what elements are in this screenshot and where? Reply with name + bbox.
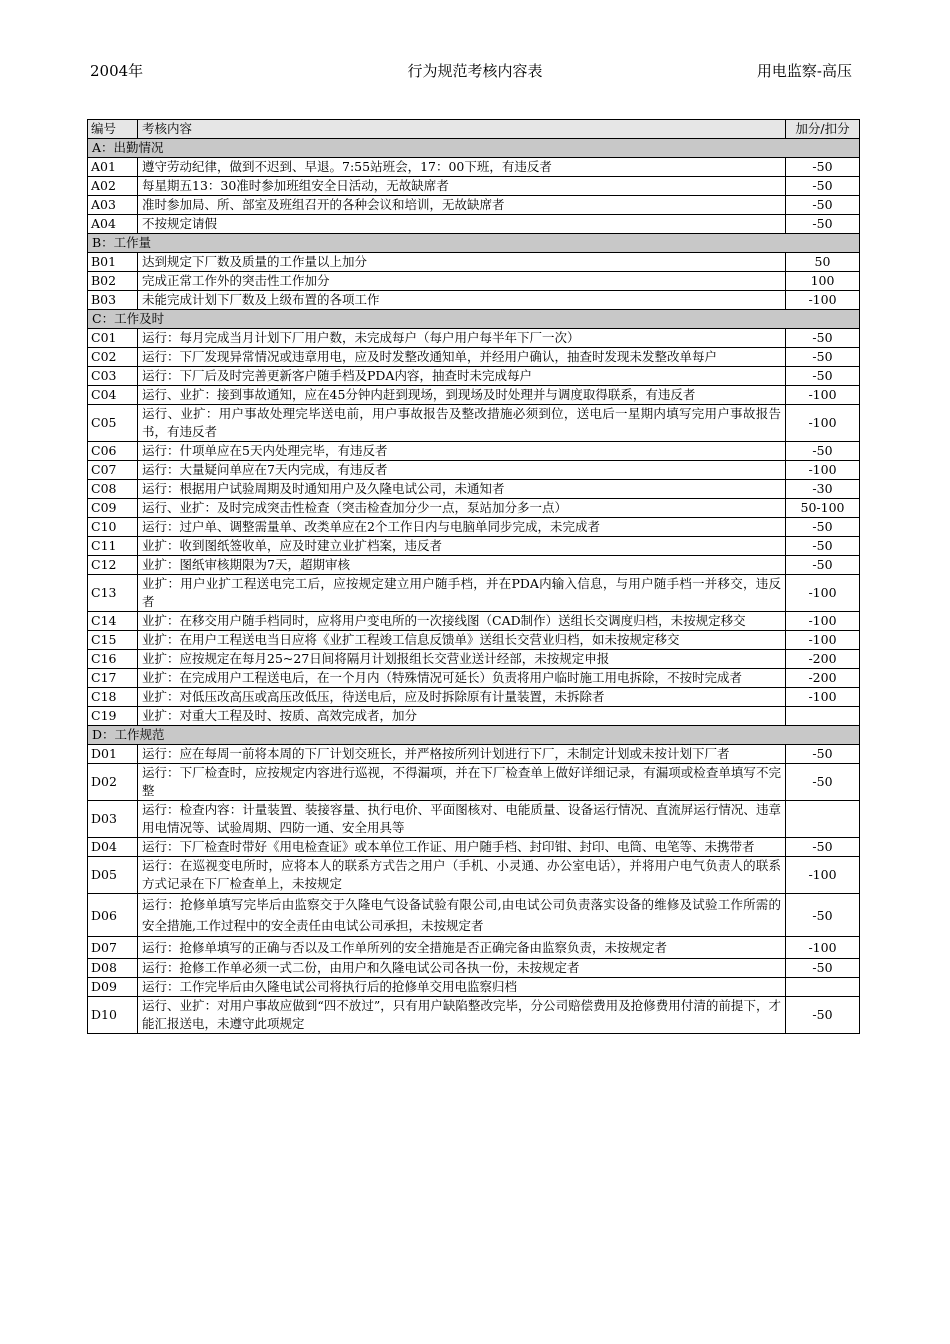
table-row (88, 978, 860, 997)
section-row (88, 234, 860, 253)
row-code: B01 (88, 253, 138, 272)
table-row (88, 745, 860, 764)
row-code: C19 (88, 707, 138, 726)
row-score (786, 978, 860, 997)
row-content: 运行：下厂发现异常情况或违章用电，应及时发整改通知单，并经用户确认，抽查时发现未发整改单每户 (138, 348, 786, 367)
section-title: A：出勤情况 (88, 139, 860, 158)
row-content: 业扩：应按规定在每月25~27日间将隔月计划报组长交营业送计经部，未按规定申报 (138, 650, 786, 669)
row-content: 遵守劳动纪律，做到不迟到、早退。7:55站班会，17：00下班，有违反者 (138, 158, 786, 177)
table-row (88, 556, 860, 575)
table-row (88, 688, 860, 707)
row-score: -50 (786, 367, 860, 386)
section-title: C：工作及时 (88, 310, 860, 329)
row-score: -50 (786, 177, 860, 196)
row-code: C16 (88, 650, 138, 669)
row-code: D08 (88, 959, 138, 978)
row-score: -50 (786, 838, 860, 857)
row-content: 运行、业扩：及时完成突击性检查（突击检查加分少一点，泵站加分多一点） (138, 499, 786, 518)
row-code: C14 (88, 612, 138, 631)
row-code: A03 (88, 196, 138, 215)
table-row (88, 215, 860, 234)
row-score: -50 (786, 442, 860, 461)
row-content: 业扩：在用户工程送电当日应将《业扩工程竣工信息反馈单》送组长交营业归档，如未按规定移交 (138, 631, 786, 650)
row-score: -200 (786, 669, 860, 688)
row-score: -50 (786, 196, 860, 215)
table-row (88, 838, 860, 857)
column-header-code: 编号 (88, 120, 138, 139)
row-code: B03 (88, 291, 138, 310)
table-row (88, 442, 860, 461)
row-score: -100 (786, 937, 860, 959)
row-code: C08 (88, 480, 138, 499)
section-row (88, 726, 860, 745)
row-code: C18 (88, 688, 138, 707)
row-score: -100 (786, 461, 860, 480)
row-score: -100 (786, 688, 860, 707)
row-content: 业扩：对重大工程及时、按质、高效完成者，加分 (138, 707, 786, 726)
table-row (88, 650, 860, 669)
row-content: 业扩：在移交用户随手档同时，应将用户变电所的一次接线图（CAD制作）送组长交调度归档，未按规定移交 (138, 612, 786, 631)
row-content: 运行：大量疑问单应在7天内完成，有违反者 (138, 461, 786, 480)
row-score (786, 801, 860, 838)
table-row (88, 177, 860, 196)
row-score: -100 (786, 857, 860, 894)
column-header-content: 考核内容 (138, 120, 786, 139)
table-row (88, 959, 860, 978)
row-score: -50 (786, 997, 860, 1034)
row-content: 业扩：用户业扩工程送电完工后，应按规定建立用户随手档，并在PDA内输入信息，与用户随手档一并移交，违反者 (138, 575, 786, 612)
table-row (88, 669, 860, 688)
row-content: 运行、业扩：对用户事故应做到“四不放过”，只有用户缺陷整改完毕，分公司赔偿费用及抢修费用付清的前提下，才能汇报送电，未遵守此项规定 (138, 997, 786, 1034)
row-content: 运行：在巡视变电所时，应将本人的联系方式告之用户（手机、小灵通、办公室电话），并将用户电气负责人的联系方式记录在下厂检查单上，未按规定 (138, 857, 786, 894)
table-row (88, 937, 860, 959)
row-content: 运行：什项单应在5天内处理完毕，有违反者 (138, 442, 786, 461)
table-row (88, 997, 860, 1034)
row-score: -200 (786, 650, 860, 669)
row-content: 完成正常工作外的突击性工作加分 (138, 272, 786, 291)
table-row (88, 158, 860, 177)
row-content: 业扩：在完成用户工程送电后，在一个月内（特殊情况可延长）负责将用户临时施工用电拆除，不按时完成者 (138, 669, 786, 688)
row-code: D10 (88, 997, 138, 1034)
row-content: 运行：抢修单填写的正确与否以及工作单所列的安全措施是否正确完备由监察负责，未按规定者 (138, 937, 786, 959)
row-score: -50 (786, 348, 860, 367)
row-score: -50 (786, 537, 860, 556)
row-code: A04 (88, 215, 138, 234)
header-year: 2004年 (90, 62, 144, 80)
row-score: -50 (786, 329, 860, 348)
row-score: -50 (786, 158, 860, 177)
row-content: 未能完成计划下厂数及上级布置的各项工作 (138, 291, 786, 310)
table-row (88, 801, 860, 838)
table-row (88, 894, 860, 937)
row-code: C05 (88, 405, 138, 442)
row-content: 运行：抢修工作单必须一式二份，由用户和久隆电试公司各执一份，未按规定者 (138, 959, 786, 978)
row-code: C17 (88, 669, 138, 688)
row-score: -50 (786, 745, 860, 764)
table-row (88, 612, 860, 631)
row-content: 不按规定请假 (138, 215, 786, 234)
row-content: 运行、业扩：接到事故通知，应在45分钟内赶到现场，到现场及时处理并与调度取得联系，有违反者 (138, 386, 786, 405)
row-code: C07 (88, 461, 138, 480)
table-row (88, 253, 860, 272)
assessment-table (87, 119, 860, 1034)
row-score: -100 (786, 405, 860, 442)
section-row (88, 139, 860, 158)
section-row (88, 310, 860, 329)
row-content: 运行：过户单、调整需量单、改类单应在2个工作日内与电脑单同步完成，未完成者 (138, 518, 786, 537)
table-row (88, 518, 860, 537)
row-score: -100 (786, 631, 860, 650)
row-code: C11 (88, 537, 138, 556)
table-row (88, 537, 860, 556)
table-row (88, 461, 860, 480)
row-code: C09 (88, 499, 138, 518)
table-row (88, 272, 860, 291)
table-row (88, 631, 860, 650)
section-title: D：工作规范 (88, 726, 860, 745)
table-row (88, 857, 860, 894)
row-content: 业扩：收到图纸签收单，应及时建立业扩档案，违反者 (138, 537, 786, 556)
row-content: 运行：工作完毕后由久隆电试公司将执行后的抢修单交用电监察归档 (138, 978, 786, 997)
table-row (88, 499, 860, 518)
row-score: -100 (786, 612, 860, 631)
row-code: D06 (88, 894, 138, 937)
row-code: C06 (88, 442, 138, 461)
row-score: 100 (786, 272, 860, 291)
row-code: C15 (88, 631, 138, 650)
table-row (88, 196, 860, 215)
row-code: C02 (88, 348, 138, 367)
row-score: -100 (786, 575, 860, 612)
table-row (88, 575, 860, 612)
row-code: D07 (88, 937, 138, 959)
row-code: C03 (88, 367, 138, 386)
row-code: D02 (88, 764, 138, 801)
row-content: 达到规定下厂数及质量的工作量以上加分 (138, 253, 786, 272)
row-code: B02 (88, 272, 138, 291)
row-code: D04 (88, 838, 138, 857)
row-code: A01 (88, 158, 138, 177)
row-score: -50 (786, 215, 860, 234)
row-code: C13 (88, 575, 138, 612)
table-header-row (88, 120, 860, 139)
row-score: -50 (786, 764, 860, 801)
row-code: D03 (88, 801, 138, 838)
row-code: C04 (88, 386, 138, 405)
row-score: 50 (786, 253, 860, 272)
row-code: C10 (88, 518, 138, 537)
row-score: -50 (786, 894, 860, 937)
header-dept: 用电监察-高压 (756, 62, 852, 80)
table-row (88, 764, 860, 801)
row-code: A02 (88, 177, 138, 196)
table-row (88, 480, 860, 499)
table-row (88, 405, 860, 442)
row-content: 运行：下厂检查时，应按规定内容进行巡视，不得漏项，并在下厂检查单上做好详细记录，有漏项或检查单填写不完整 (138, 764, 786, 801)
table-row (88, 707, 860, 726)
table-row (88, 348, 860, 367)
row-content: 运行、业扩：用户事故处理完毕送电前，用户事故报告及整改措施必须到位，送电后一星期内填写完用户事故报告书，有违反者 (138, 405, 786, 442)
table-row (88, 386, 860, 405)
table-row (88, 367, 860, 386)
section-title: B：工作量 (88, 234, 860, 253)
row-content: 每星期五13：30准时参加班组安全日活动，无故缺席者 (138, 177, 786, 196)
row-content: 业扩：对低压改高压或高压改低压，待送电后，应及时拆除原有计量装置，未拆除者 (138, 688, 786, 707)
row-score: -30 (786, 480, 860, 499)
row-content: 运行：下厂后及时完善更新客户随手档及PDA内容，抽查时未完成每户 (138, 367, 786, 386)
row-code: C01 (88, 329, 138, 348)
row-code: D09 (88, 978, 138, 997)
row-content: 运行：下厂检查时带好《用电检查证》或本单位工作证、用户随手档、封印钳、封印、电筒、电笔等、未携带者 (138, 838, 786, 857)
row-content: 运行：抢修单填写完毕后由监察交于久隆电气设备试验有限公司,由电试公司负责落实设备的维修及试验工作所需的安全措施,工作过程中的安全责任由电试公司承担，未按规定者 (138, 894, 786, 937)
row-score: -100 (786, 386, 860, 405)
page-title: 行为规范考核内容表 (407, 62, 543, 80)
column-header-score: 加分/扣分 (786, 120, 860, 139)
row-score (786, 707, 860, 726)
row-score: -50 (786, 518, 860, 537)
table-row (88, 291, 860, 310)
row-code: C12 (88, 556, 138, 575)
row-content: 运行：每月完成当月计划下厂用户数，未完成每户（每户用户每半年下厂一次） (138, 329, 786, 348)
table-row (88, 329, 860, 348)
row-score: 50-100 (786, 499, 860, 518)
row-content: 运行：检查内容：计量装置、装接容量、执行电价、平面图核对、电能质量、设备运行情况、直流屏运行情况、违章用电情况等、试验周期、四防一通、安全用具等 (138, 801, 786, 838)
row-content: 运行：根据用户试验周期及时通知用户及久隆电试公司，未通知者 (138, 480, 786, 499)
row-content: 运行：应在每周一前将本周的下厂计划交班长，并严格按所列计划进行下厂，未制定计划或未按计划下厂者 (138, 745, 786, 764)
row-content: 准时参加局、所、部室及班组召开的各种会议和培训，无故缺席者 (138, 196, 786, 215)
row-score: -50 (786, 959, 860, 978)
row-code: D01 (88, 745, 138, 764)
row-content: 业扩：图纸审核期限为7天，超期审核 (138, 556, 786, 575)
row-code: D05 (88, 857, 138, 894)
row-score: -50 (786, 556, 860, 575)
row-score: -100 (786, 291, 860, 310)
